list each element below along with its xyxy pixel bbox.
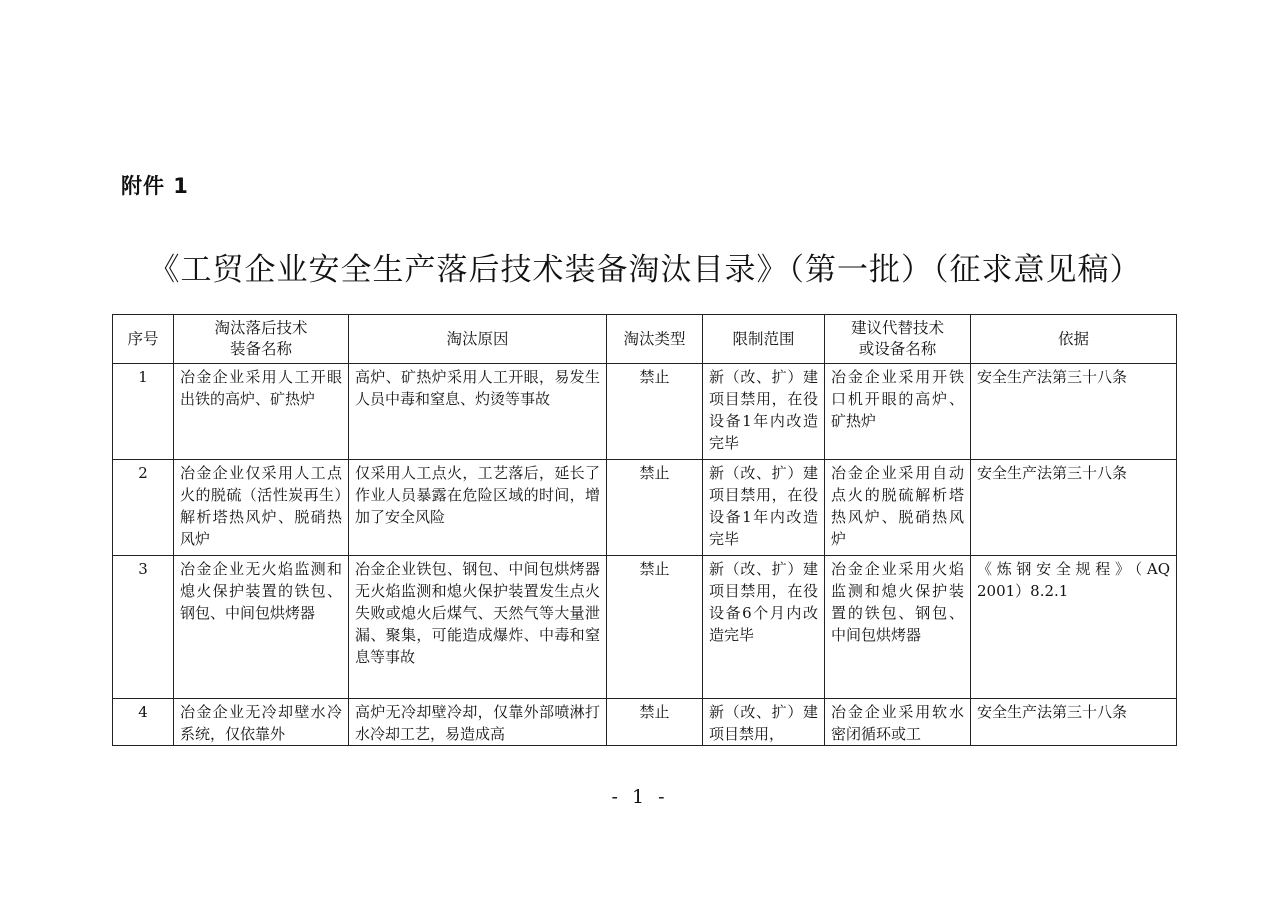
header-equipment-name: [174, 315, 349, 364]
table-row: [113, 556, 1177, 699]
header-alternative: [825, 315, 971, 364]
cell-seq: 2: [113, 460, 174, 556]
header-alternative-label: 建议代替技术 或设备名称: [850, 319, 944, 358]
cell-type: 禁止: [607, 556, 703, 699]
header-scope: 限制范围: [703, 315, 825, 364]
cell-seq: 1: [113, 364, 174, 460]
table-header-row: [113, 315, 1177, 364]
header-reason: 淘汰原因: [349, 315, 607, 364]
cell-scope: 新（改、扩）建项目禁用，在役设备6个月内改造完毕: [703, 556, 825, 699]
cell-type: 禁止: [607, 364, 703, 460]
cell-type: 禁止: [607, 699, 703, 746]
cell-alternative: 冶金企业采用软水密闭循环或工: [825, 699, 971, 746]
page-number: - 1 -: [611, 786, 669, 808]
header-basis: 依据: [971, 315, 1177, 364]
attachment-label: 附件 1: [121, 174, 189, 198]
header-type: 淘汰类型: [607, 315, 703, 364]
cell-equipment-name: 冶金企业仅采用人工点火的脱硫（活性炭再生）解析塔热风炉、脱硝热风炉: [174, 460, 349, 556]
cell-alternative: 冶金企业采用火焰监测和熄火保护装置的铁包、钢包、中间包烘烤器: [825, 556, 971, 699]
table-row: [113, 364, 1177, 460]
cell-reason: 冶金企业铁包、钢包、中间包烘烤器无火焰监测和熄火保护装置发生点火失败或熄火后煤气、天然气等大量泄漏、聚集，可能造成爆炸、中毒和窒息等事故: [349, 556, 607, 699]
elimination-catalog-table: [112, 314, 1177, 746]
cell-scope: 新（改、扩）建项目禁用，在役设备1年内改造完毕: [703, 364, 825, 460]
cell-equipment-name: 冶金企业无火焰监测和熄火保护装置的铁包、钢包、中间包烘烤器: [174, 556, 349, 699]
cell-scope: 新（改、扩）建项目禁用，: [703, 699, 825, 746]
table-row: [113, 699, 1177, 746]
document-title: 《工贸企业安全生产落后技术装备淘汰目录》（第一批）（征求意见稿）: [148, 252, 1142, 288]
header-seq: 序号: [113, 315, 174, 364]
cell-basis: 安全生产法第三十八条: [971, 364, 1177, 460]
cell-alternative: 冶金企业采用自动点火的脱硫解析塔热风炉、脱硝热风炉: [825, 460, 971, 556]
cell-equipment-name: 冶金企业无冷却壁水冷系统，仅依靠外: [174, 699, 349, 746]
table-row: [113, 460, 1177, 556]
cell-basis: 《炼钢安全规程》（AQ 2001）8.2.1: [971, 556, 1177, 699]
cell-reason: 仅采用人工点火，工艺落后，延长了作业人员暴露在危险区域的时间，增加了安全风险: [349, 460, 607, 556]
cell-reason: 高炉无冷却壁冷却，仅靠外部喷淋打水冷却工艺，易造成高: [349, 699, 607, 746]
cell-reason: 高炉、矿热炉采用人工开眼，易发生人员中毒和窒息、灼烫等事故: [349, 364, 607, 460]
cell-seq: 4: [113, 699, 174, 746]
cell-basis: 安全生产法第三十八条: [971, 699, 1177, 746]
header-equipment-name-label: 淘汰落后技术 装备名称: [214, 319, 308, 358]
cell-basis: 安全生产法第三十八条: [971, 460, 1177, 556]
cell-seq: 3: [113, 556, 174, 699]
cell-scope: 新（改、扩）建项目禁用，在役设备1年内改造完毕: [703, 460, 825, 556]
cell-alternative: 冶金企业采用开铁口机开眼的高炉、矿热炉: [825, 364, 971, 460]
cell-type: 禁止: [607, 460, 703, 556]
cell-equipment-name: 冶金企业采用人工开眼出铁的高炉、矿热炉: [174, 364, 349, 460]
